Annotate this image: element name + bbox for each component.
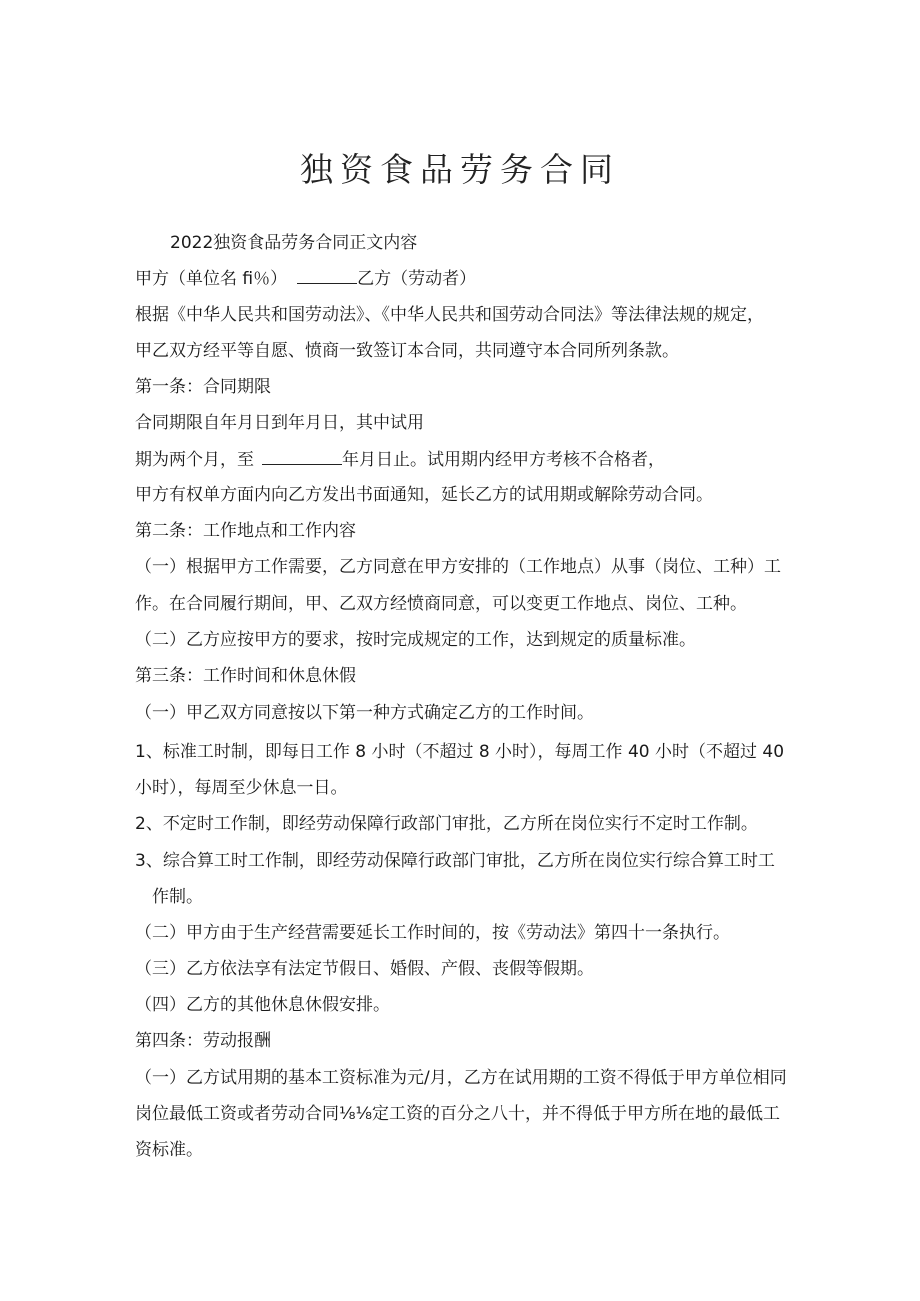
article-3-item-3b: 作制。 — [152, 887, 203, 907]
intro-line-2: 甲乙双方经平等自愿、愤商一致签订本合同，共同遵守本合同所列条款。 — [135, 341, 679, 361]
article-3-item-1a: 1、标准工时制，即每日工作 8 小时（不超过 8 小时），每周工作 40 小时（不超过 40 — [135, 742, 785, 762]
article-3-item-1b: 小时），每周至少休息一日。 — [135, 778, 348, 798]
document-title: 独资食品劳务合同 — [300, 150, 620, 189]
article-1-heading: 第一条：合同期限 — [135, 377, 271, 397]
article-4-para-1b: 岗位最低工资或者劳动合同⅛⅛定工资的百分之八十，并不得低于甲方所在地的最低工 — [135, 1104, 780, 1124]
article-2-para-2: （二）乙方应按甲方的要求，按时完成规定的工作，达到规定的质量标准。 — [135, 630, 696, 650]
article-3-para-2: （二）甲方由于生产经营需要延长工作时间的，按《劳动法》第四十一条执行。 — [135, 923, 730, 943]
article-4-para-1a: （一）乙方试用期的基本工资标准为元/月，乙方在试用期的工资不得低于甲方单位相同 — [135, 1068, 787, 1088]
article-1-para-1: 合同期限自年月日到年月日，其中试用 — [135, 413, 424, 433]
article-1-para-2 — [135, 447, 665, 472]
party-a-blank — [297, 266, 357, 284]
article-3-item-3a: 3、综合算工时工作制，即经劳动保障行政部门审批，乙方所在岗位实行综合算工时工 — [135, 851, 775, 871]
party-line — [135, 266, 476, 291]
article-3-para-1: （一）甲乙双方同意按以下第一种方式确定乙方的工作时间。 — [135, 703, 594, 723]
article-2-para-1a: （一）根据甲方工作需要，乙方同意在甲方安排的（工作地点）从事（岗位、工种）工 — [135, 557, 781, 577]
date-blank — [262, 447, 342, 465]
article-2-para-1b: 作。在合同履行期间，甲、乙双方经愤商同意，可以变更工作地点、岗位、工种。 — [135, 594, 747, 614]
article-3-para-4: （四）乙方的其他休息休假安排。 — [135, 995, 390, 1015]
article-3-item-2: 2、不定时工作制，即经劳动保障行政部门审批，乙方所在岗位实行不定时工作制。 — [135, 814, 758, 834]
article-3-para-3: （三）乙方依法享有法定节假日、婚假、产假、丧假等假期。 — [135, 959, 594, 979]
party-b-label: 乙方（劳动者） — [357, 269, 477, 289]
intro-line-1: 根据《中华人民共和国劳动法》、《中华人民共和国劳动合同法》等法律法规的规定， — [135, 305, 764, 325]
article-4-heading: 第四条：劳动报酬 — [135, 1031, 271, 1051]
article-4-para-1c: 资标准。 — [135, 1140, 203, 1160]
article-1-para-2-start: 期为两个月，至 — [135, 450, 254, 470]
article-1-para-2-end: 年月日止。试用期内经甲方考核不合格者， — [342, 450, 665, 470]
article-2-heading: 第二条：工作地点和工作内容 — [135, 521, 356, 541]
article-1-para-3: 甲方有权单方面内向乙方发出书面通知，延长乙方的试用期或解除劳动合同。 — [135, 485, 713, 505]
document-subtitle: 2022独资食品劳务合同正文内容 — [170, 233, 418, 253]
party-a-label: 甲方（单位名 fi％） — [135, 269, 288, 289]
article-3-heading: 第三条：工作时间和休息休假 — [135, 666, 356, 686]
